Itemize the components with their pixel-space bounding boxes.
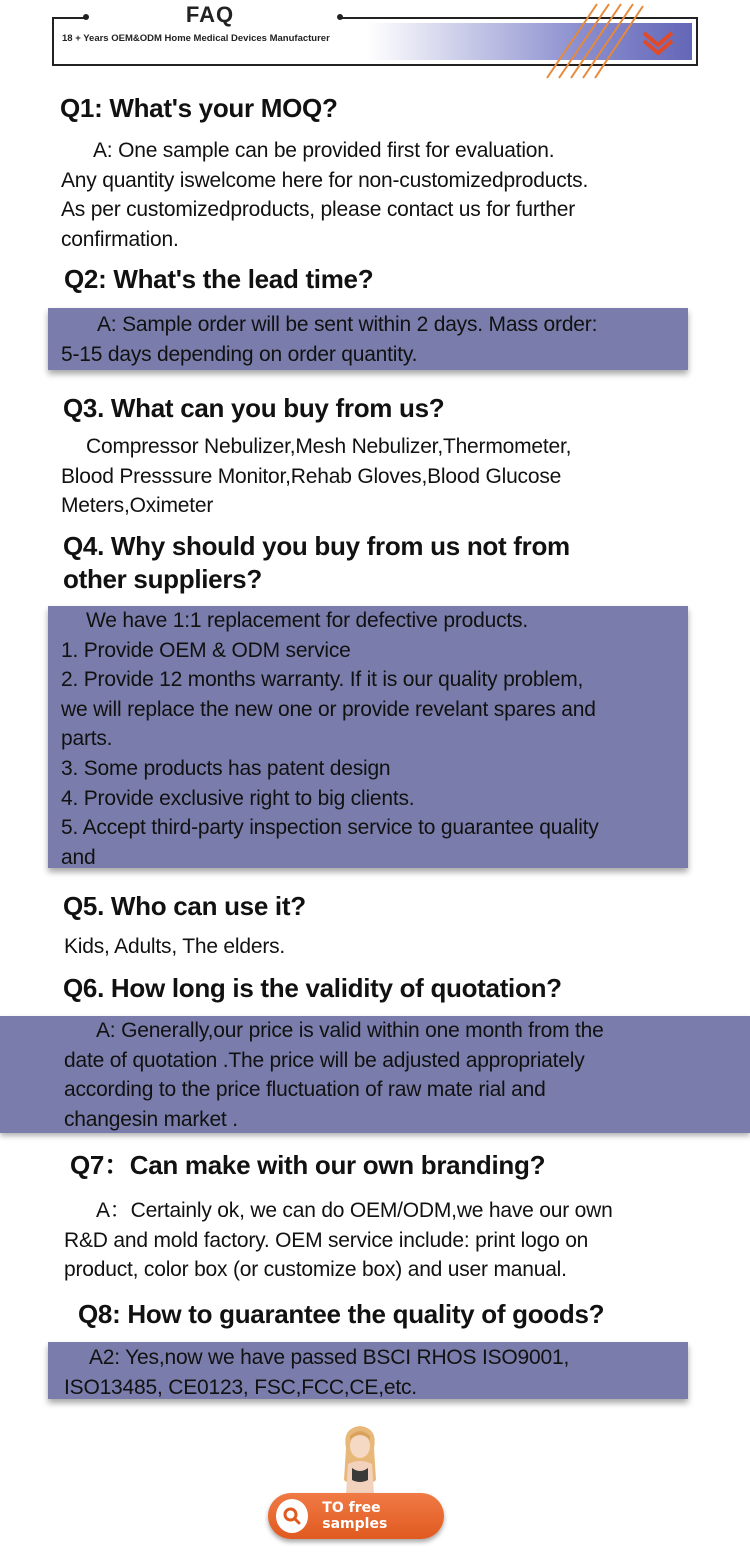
answer-line: 1. Provide OEM & ODM service: [61, 638, 351, 662]
answer-line: 5. Accept third-party inspection service to guarantee quality: [61, 816, 599, 840]
answer-line: R&D and mold factory. OEM service include: print logo on: [64, 1228, 589, 1252]
page-title: FAQ: [185, 2, 235, 27]
answer-line: we will replace the new one or provide revelant spares and: [61, 697, 596, 721]
answer-line: Kids, Adults, The elders.: [64, 935, 286, 958]
answer-line: date of quotation .The price will be adjusted appropriately: [64, 1048, 585, 1072]
answer-line: product, color box (or customize box) and user manual.: [64, 1258, 567, 1282]
answer-line: A: One sample can be provided first for evaluation.: [93, 139, 555, 162]
answer-line: A: Generally,our price is valid within one month from the: [96, 1019, 604, 1042]
faq-answer-7: [64, 1196, 744, 1285]
faq-answer-1: [61, 136, 721, 254]
mascot-illustration: [330, 1420, 390, 1500]
answer-line: changesin market .: [64, 1107, 238, 1131]
faq-answer-3: [61, 432, 721, 521]
free-samples-label: TO free samples: [322, 1500, 388, 1532]
answer-line: 4. Provide exclusive right to big clients.: [61, 786, 415, 810]
answer-line: and: [61, 845, 96, 869]
faq-question-6: Q6. How long is the validity of quotation?: [63, 973, 562, 1003]
faq-answer-2: [61, 310, 691, 369]
answer-line: ISO13485, CE0123, FSC,FCC,CE,etc.: [64, 1375, 417, 1399]
faq-question-4: [63, 530, 570, 596]
answer-line: 3. Some products has patent design: [61, 756, 391, 780]
faq-answer-4: [61, 606, 701, 872]
answer-line: parts.: [61, 727, 113, 751]
answer-line: Compressor Nebulizer,Mesh Nebulizer,Thermometer,: [86, 435, 572, 458]
question-line: Q4. Why should you buy from us not from: [63, 531, 570, 561]
faq-question-7: Q7：Can make with our own branding?: [70, 1150, 546, 1180]
answer-line: according to the price fluctuation of raw mate rial and: [64, 1078, 546, 1102]
faq-answer-8: [64, 1343, 694, 1402]
answer-line: We have 1:1 replacement for defective products.: [86, 609, 528, 632]
faq-question-8: Q8: How to guarantee the quality of goods?: [78, 1299, 605, 1329]
faq-answer-5: [64, 932, 564, 962]
free-samples-button[interactable]: [268, 1493, 444, 1539]
answer-line: Meters,Oximeter: [61, 494, 214, 518]
answer-line: 5-15 days depending on order quantity.: [61, 342, 418, 366]
answer-line: Any quantity iswelcome here for non-customizedproducts.: [61, 168, 589, 192]
answer-line: A: Sample order will be sent within 2 days. Mass order:: [97, 313, 598, 336]
faq-question-1: Q1: What's your MOQ?: [60, 93, 338, 123]
faq-question-5: Q5. Who can use it?: [63, 891, 306, 921]
answer-line: As per customizedproducts, please contact us for further: [61, 198, 576, 222]
answer-line: A：Certainly ok, we can do OEM/ODM,we have our own: [96, 1199, 613, 1222]
faq-question-3: Q3. What can you buy from us?: [63, 393, 445, 423]
chevron-check-icon: [640, 27, 676, 57]
answer-line: confirmation.: [61, 227, 179, 251]
header-stripes-decoration: [545, 2, 645, 80]
answer-line: A2: Yes,now we have passed BSCI RHOS ISO9001,: [89, 1346, 570, 1369]
faq-question-2: Q2: What's the lead time?: [64, 264, 374, 294]
header-subtitle: 18 + Years OEM&ODM Home Medical Devices Manufacturer: [62, 33, 330, 44]
question-line: other suppliers?: [63, 564, 262, 594]
search-icon: [276, 1499, 308, 1533]
answer-line: 2. Provide 12 months warranty. If it is our quality problem,: [61, 668, 584, 692]
faq-answer-6: [64, 1016, 744, 1134]
answer-line: Blood Presssure Monitor,Rehab Gloves,Blood Glucose: [61, 464, 562, 488]
